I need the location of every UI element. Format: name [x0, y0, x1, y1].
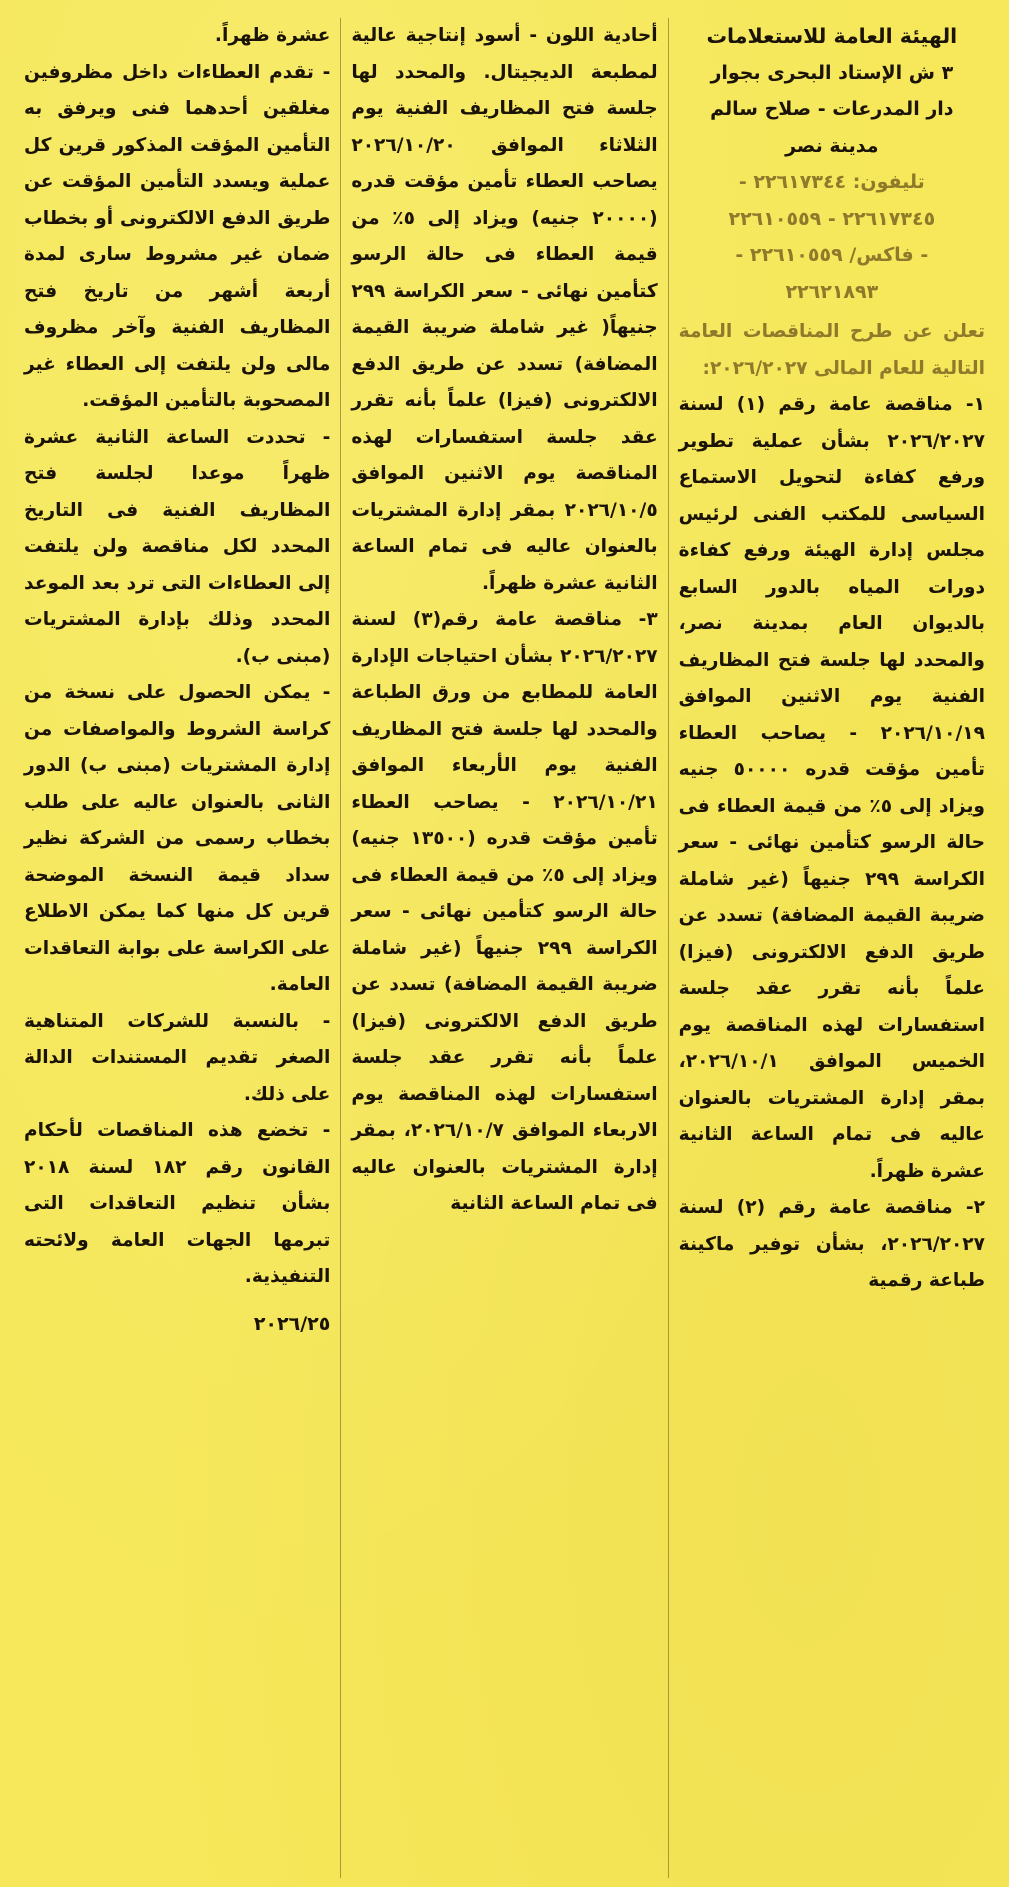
tender-3: ٣- مناقصة عامة رقم(٣) لسنة ٢٠٢٦/٢٠٢٧ بشأن احتياجات الإدارة العامة للمطابع من ورق الطباعة والمحدد لها جلسة فتح المظاريف الفنية يوم الأربعاء الموافق ٢٠٢٦/١٠/٢١ - يصاحب العطاء تأمين مؤقت قدره (١٣٥٠٠ جنيه) ويزاد إلى ٥٪ من قيمة العطاء فى حالة الرسو كتأمين نهائى - سعر الكراسة ٢٩٩ جنيهاً (غير شاملة ضريبة القيمة المضافة) تسدد عن طريق الدفع الالكترونى (فيزا) علماً بأنه تقرر عقد جلسة استفسارات لهذه المناقصة يوم الاربعاء الموافق ٢٠٢٦/١٠/٧، بمقر إدارة المشتريات بالعنوان عاليه فى تمام الساعة الثانية: [351, 609, 658, 1214]
phone-line-1: تليفون: ٢٢٦١٧٣٤٤ -: [738, 171, 925, 193]
column-divider-2: [340, 18, 341, 1878]
phone-line-2: ٢٢٦١٧٣٤٥ - ٢٢٦١٠٥٥٩: [728, 207, 936, 230]
tender-1: ١- مناقصة عامة رقم (١) لسنة ٢٠٢٦/٢٠٢٧ بشأن عملية تطوير ورفع كفاءة لتحويل الاستماع السياسى للمكتب الفنى لرئيس مجلس إدارة الهيئة ورفع كفاءة دورات المياه بالدور السابع بالديوان العام بمدينة نصر، والمحدد لها جلسة فتح المظاريف الفنية يوم الاثنين الموافق ٢٠٢٦/١٠/١٩ - يصاحب العطاء تأمين مؤقت قدره ٥٠٠٠٠ جنيه ويزاد إلى ٥٪ من قيمة العطاء فى حالة الرسو كتأمين نهائى - سعر الكراسة ٢٩٩ جنيهاً (غير شاملة ضريبة القيمة المضافة) تسدد عن طريق الدفع الالكترونى (فيزا) علماً بأنه تقرر عقد جلسة استفسارات لهذه المناقصة يوم الخميس الموافق ٢٠٢٦/١٠/١، بمقر إدارة المشتريات بالعنوان عاليه فى تمام الساعة الثانية عشرة ظهراً.: [678, 394, 985, 1182]
column-divider-1: [668, 18, 669, 1878]
address-line-2: دار المدرعات - صلاح سالم: [710, 98, 954, 120]
fax-line-2: ٢٢٦٢١٨٩٣: [785, 280, 879, 303]
note-specifications: - يمكن الحصول على نسخة من كراسة الشروط والمواصفات من إدارة المشتريات (مبنى ب) الدور الثانى بالعنوان عاليه على طلب بخطاب رسمى من الشركة نظير سداد قيمة النسخة الموضحة قرين كل منها كما يمكن الاطلاع على الكراسة على بوابة التعاقدات العامة.: [24, 682, 331, 995]
org-name: الهيئة العامة للاستعلامات: [706, 24, 958, 48]
column-right: [669, 18, 995, 1878]
column-left: [14, 18, 340, 1878]
note-micro-companies: - بالنسبة للشركات المتناهية الصغر تقديم المستندات الدالة على ذلك.: [24, 1010, 331, 1105]
note-envelopes: - تقدم العطاءات داخل مظروفين مغلقين أحدهما فنى ويرفق به التأمين المؤقت المذكور قرين كل عملية ويسدد التأمين المؤقت عن طريق الدفع الالكترونى أو بخطاب ضمان غير مشروط سارى لمدة أربعة أشهر من تاريخ فتح المظاريف الفنية وآخر مظروف مالى ولن يلتفت إلى العطاء غير المصحوبة بالتأمين المؤقت.: [24, 61, 331, 411]
tender-3-end: عشرة ظهراً.: [214, 25, 331, 46]
tender-2-continued: أحادية اللون - أسود إنتاجية عالية لمطبعة الديجيتال. والمحدد لها جلسة فتح المظاريف الفنية يوم الثلاثاء الموافق ٢٠٢٦/١٠/٢٠ يصاحب العطاء تأمين مؤقت قدره (٢٠٠٠٠ جنيه) ويزاد إلى ٥٪ من قيمة العطاء فى حالة الرسو كتأمين نهائى - سعر الكراسة ٢٩٩ جنيهاً( غير شاملة ضريبة القيمة المضافة) تسدد عن طريق الدفع الالكترونى (فيزا) علماً بأنه تقرر عقد جلسة استفسارات لهذه المناقصة يوم الاثنين الموافق ٢٠٢٦/١٠/٥ بمقر إدارة المشتريات بالعنوان عاليه فى تمام الساعة الثانية عشرة ظهراً.: [351, 25, 658, 594]
fax-line-1: - فاكس/ ٢٢٦١٠٥٥٩ -: [735, 244, 929, 266]
address-line-3: مدينة نصر: [785, 134, 879, 157]
ad-code: ٢٠٢٦/٢٥: [253, 1312, 331, 1335]
note-law: - تخضع هذه المناقصات لأحكام القانون رقم ١٨٢ لسنة ٢٠١٨ بشأن تنظيم التعاقدات التى تبرمها الجهات العامة ولائحته التنفيذية.: [24, 1120, 331, 1287]
address-line-1: ٣ ش الإستاد البحرى بجوار: [710, 61, 954, 84]
tender-2-start: ٢- مناقصة عامة رقم (٢) لسنة ٢٠٢٦/٢٠٢٧، بشأن توفير ماكينة طباعة رقمية: [678, 1197, 985, 1291]
org-header: [679, 18, 985, 310]
intro-text: تعلن عن طرح المناقصات العامة التالية للعام المالى ٢٠٢٦/٢٠٢٧:: [678, 321, 985, 379]
note-opening-time: - تحددت الساعة الثانية عشرة ظهراً موعدا لجلسة فتح المظاريف الفنية فى التاريخ المحدد لكل مناقصة ولن يلتفت إلى العطاءات التى ترد بعد الموعد المحدد وذلك بإدارة المشتريات (مبنى ب).: [24, 426, 331, 667]
column-middle: [341, 18, 667, 1878]
